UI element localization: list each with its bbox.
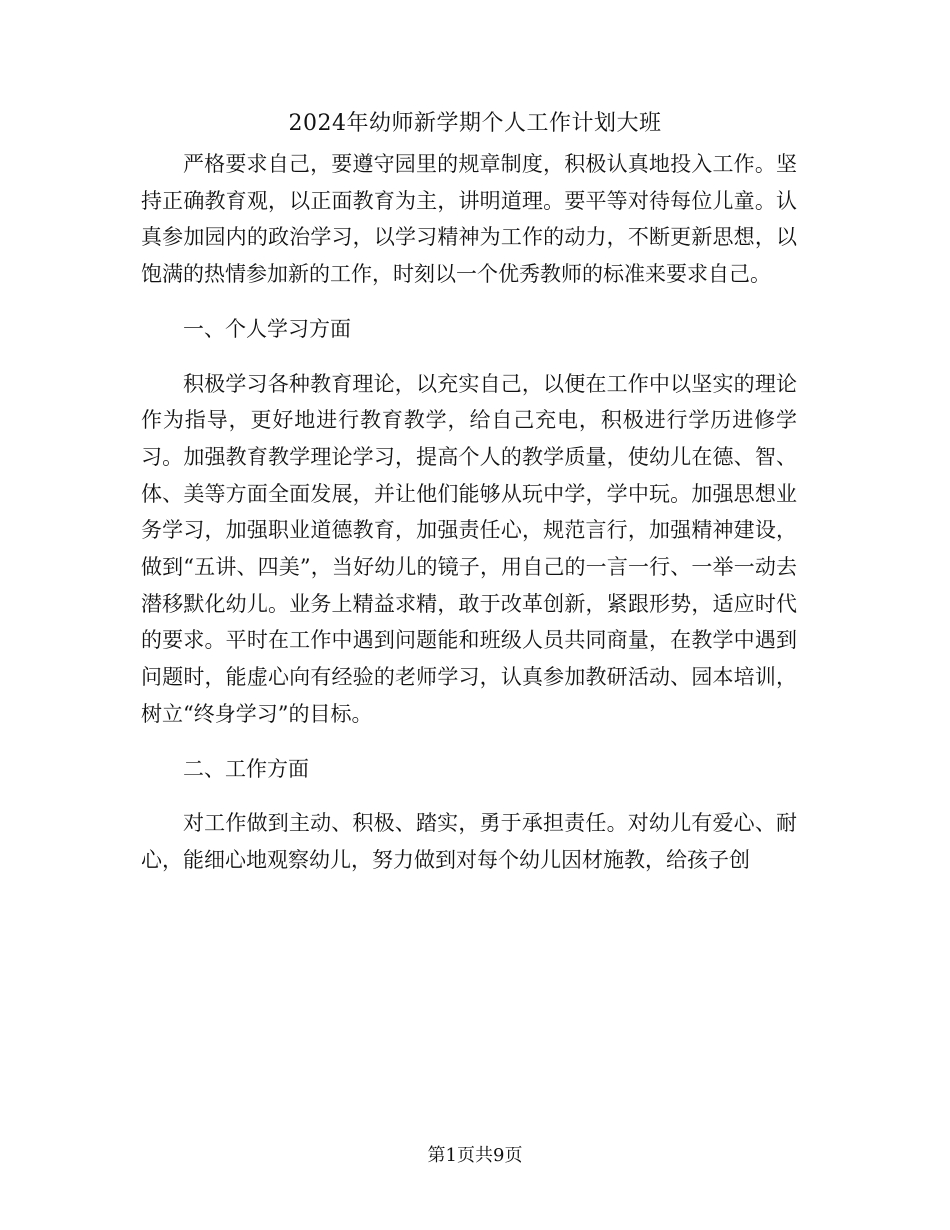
paragraph-intro: 严格要求自己，要遵守园里的规章制度，积极认真地投入工作。坚持正确教育观，以正面教育为主，讲明道理。要平等对待每位儿童。认真参加园内的政治学习，以学习精神为工作的动力，不断更新思想，以饱满的热情参加新的工作，时刻以一个优秀教师的标准来要求自己。 bbox=[141, 152, 797, 287]
document-title: 2024年幼师新学期个人工作计划大班 bbox=[288, 111, 662, 136]
section-heading-work: 二、工作方面 bbox=[183, 756, 309, 781]
section-heading-personal-study: 一、个人学习方面 bbox=[183, 316, 351, 341]
document-body bbox=[141, 146, 797, 879]
paragraph-work: 对工作做到主动、积极、踏实，勇于承担责任。对幼儿有爱心、耐心，能细心地观察幼儿，努力做到对每个幼儿因材施教，给孩子创 bbox=[141, 811, 797, 872]
paragraph-personal-study: 积极学习各种教育理论，以充实自己，以便在工作中以坚实的理论作为指导，更好地进行教育教学，给自己充电，积极进行学历进修学习。加强教育教学理论学习，提高个人的教学质量，使幼儿在德、智、体、美等方面全面发展，并让他们能够从玩中学，学中玩。加强思想业务学习，加强职业道德教育，加强责任心，规范言行，加强精神建设，做到“五讲、四美”，当好幼儿的镜子，用自己的一言一行、一举一动去潜移默化幼儿。业务上精益求精，敢于改革创新，紧跟形势，适应时代的要求。平时在工作中遇到问题能和班级人员共同商量，在教学中遇到问题时，能虚心向有经验的老师学习，认真参加教研活动、园本培训，树立“终身学习”的目标。 bbox=[141, 371, 797, 726]
page-number-footer: 第1页共9页 bbox=[427, 1145, 523, 1166]
